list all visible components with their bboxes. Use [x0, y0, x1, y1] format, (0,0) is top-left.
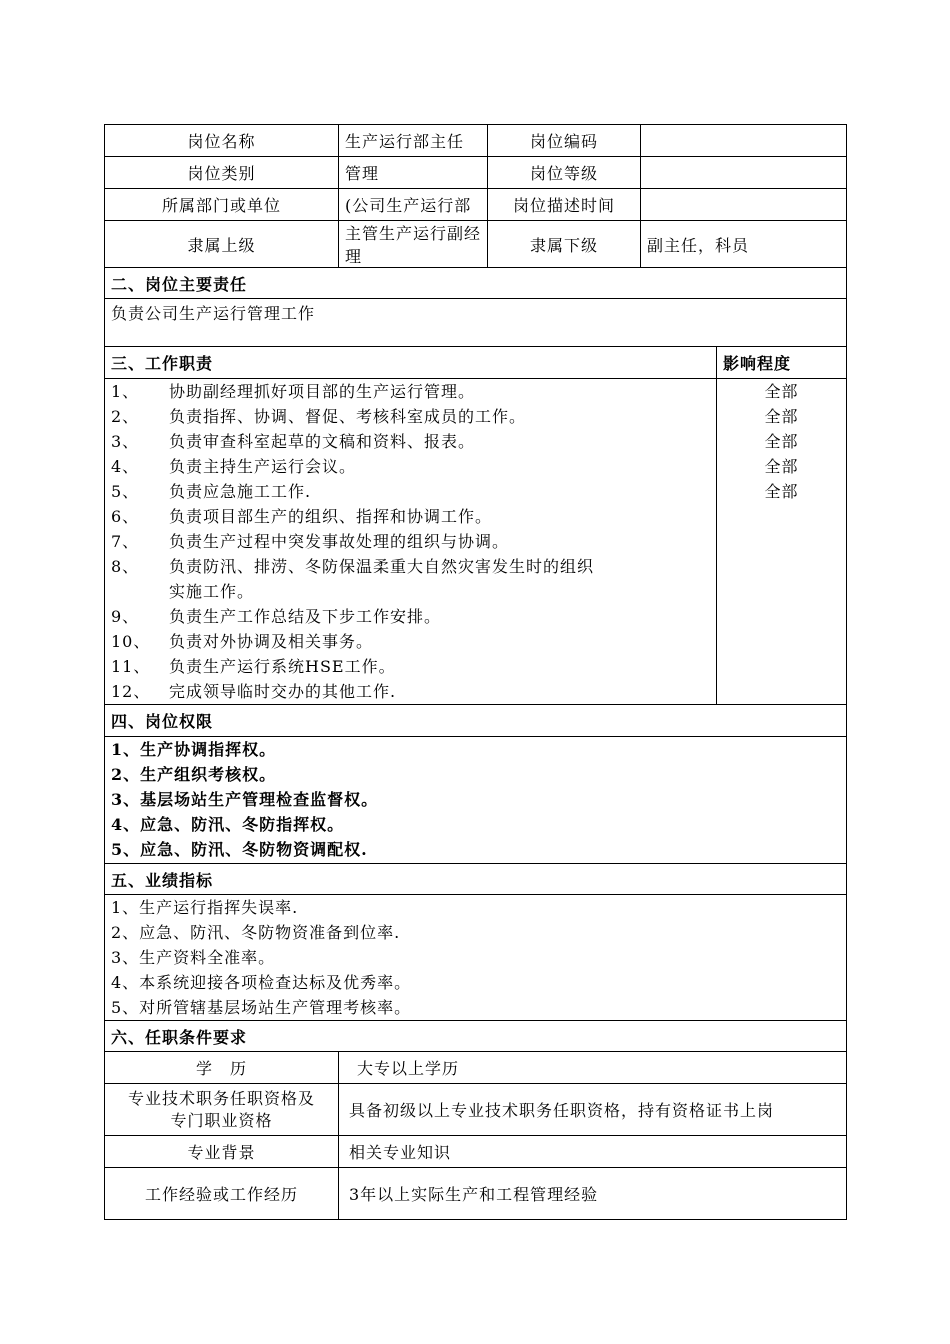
duty-item: 1、 协助副经理抓好项目部的生产运行管理。	[111, 382, 476, 401]
job-description-form	[104, 124, 846, 1220]
field-value: 副主任，科员	[641, 221, 847, 268]
duty-item: 10、 负责对外协调及相关事务。	[111, 632, 374, 651]
impact-item: 全部	[764, 382, 799, 401]
requirement-row	[105, 1136, 847, 1168]
impact-item: 全部	[764, 432, 799, 451]
field-value: 主管生产运行副经理	[339, 221, 488, 268]
kpi-item: 1、生产运行指挥失误率.	[111, 898, 299, 917]
duty-item: 12、 完成领导临时交办的其他工作.	[111, 682, 397, 701]
field-value	[641, 125, 847, 157]
section-body-row	[105, 299, 847, 347]
authority-list	[105, 737, 847, 864]
duty-item: 5、 负责应急施工工作.	[111, 482, 312, 501]
field-value: 生产运行部主任	[339, 125, 488, 157]
requirement-label: 学 历	[105, 1052, 339, 1084]
field-value	[641, 157, 847, 189]
field-label: 隶属上级	[105, 221, 339, 268]
requirement-value: 相关专业知识	[339, 1136, 847, 1168]
duties-row	[105, 379, 847, 705]
section-title: 六、任职条件要求	[105, 1021, 847, 1052]
header-row	[105, 157, 847, 189]
duty-item: 2、 负责指挥、协调、督促、考核科室成员的工作。	[111, 407, 527, 426]
duty-item: 8、 负责防汛、排涝、冬防保温柔重大自然灾害发生时的组织	[111, 557, 595, 576]
field-value: 管理	[339, 157, 488, 189]
duty-item: 9、 负责生产工作总结及下步工作安排。	[111, 607, 442, 626]
duties-list	[105, 379, 717, 705]
impact-item: 全部	[764, 457, 799, 476]
section-heading-row	[105, 705, 847, 737]
requirement-label: 专业技术职务任职资格及 专门职业资格	[105, 1084, 339, 1136]
field-label: 所属部门或单位	[105, 189, 339, 221]
kpi-list	[105, 895, 847, 1021]
requirement-row	[105, 1168, 847, 1220]
authority-row	[105, 737, 847, 864]
duty-item: 11、 负责生产运行系统HSE工作。	[111, 657, 396, 676]
header-row	[105, 221, 847, 268]
duty-item: 3、 负责审查科室起草的文稿和资料、报表。	[111, 432, 476, 451]
duty-item: 7、 负责生产过程中突发事故处理的组织与协调。	[111, 532, 510, 551]
duty-item: 6、 负责项目部生产的组织、指挥和协调工作。	[111, 507, 493, 526]
kpi-item: 5、对所管辖基层场站生产管理考核率。	[111, 998, 412, 1017]
authority-item: 5、应急、防汛、冬防物资调配权.	[111, 840, 368, 859]
authority-item: 2、生产组织考核权。	[111, 765, 277, 784]
job-description-table	[104, 124, 847, 1220]
field-label: 岗位类别	[105, 157, 339, 189]
section-title: 四、岗位权限	[105, 705, 847, 737]
impact-item: 全部	[764, 482, 799, 501]
kpi-row	[105, 895, 847, 1021]
field-label: 岗位描述时间	[488, 189, 641, 221]
field-label: 岗位等级	[488, 157, 641, 189]
header-row	[105, 125, 847, 157]
field-label: 岗位名称	[105, 125, 339, 157]
section-heading-row	[105, 864, 847, 895]
requirement-label: 工作经验或工作经历	[105, 1168, 339, 1220]
authority-item: 4、应急、防汛、冬防指挥权。	[111, 815, 345, 834]
requirement-label: 专业背景	[105, 1136, 339, 1168]
authority-item: 1、生产协调指挥权。	[111, 740, 277, 759]
field-label: 隶属下级	[488, 221, 641, 268]
field-value: (公司生产运行部	[339, 189, 488, 221]
kpi-item: 2、应急、防汛、冬防物资准备到位率.	[111, 923, 401, 942]
section-heading-row	[105, 1021, 847, 1052]
section-heading-row	[105, 347, 847, 379]
duty-item: 4、 负责主持生产运行会议。	[111, 457, 357, 476]
main-responsibility-text: 负责公司生产运行管理工作	[105, 299, 847, 347]
section-heading-row	[105, 268, 847, 299]
authority-item: 3、基层场站生产管理检查监督权。	[111, 790, 379, 809]
kpi-item: 4、本系统迎接各项检查达标及优秀率。	[111, 973, 412, 992]
requirement-value: 大专以上学历	[339, 1052, 847, 1084]
section-title: 三、工作职责	[105, 347, 717, 379]
requirement-value: 具备初级以上专业技术职务任职资格，持有资格证书上岗	[339, 1084, 847, 1136]
section-title: 二、岗位主要责任	[105, 268, 847, 299]
field-label: 岗位编码	[488, 125, 641, 157]
duty-item-continuation: 实施工作。	[169, 582, 255, 601]
field-value	[641, 189, 847, 221]
impact-column-title: 影响程度	[717, 347, 847, 379]
requirement-row	[105, 1084, 847, 1136]
kpi-item: 3、生产资料全准率。	[111, 948, 276, 967]
impact-list	[717, 379, 847, 705]
section-title: 五、业绩指标	[105, 864, 847, 895]
requirement-value: 3年以上实际生产和工程管理经验	[339, 1168, 847, 1220]
impact-item: 全部	[764, 407, 799, 426]
requirement-row	[105, 1052, 847, 1084]
header-row	[105, 189, 847, 221]
